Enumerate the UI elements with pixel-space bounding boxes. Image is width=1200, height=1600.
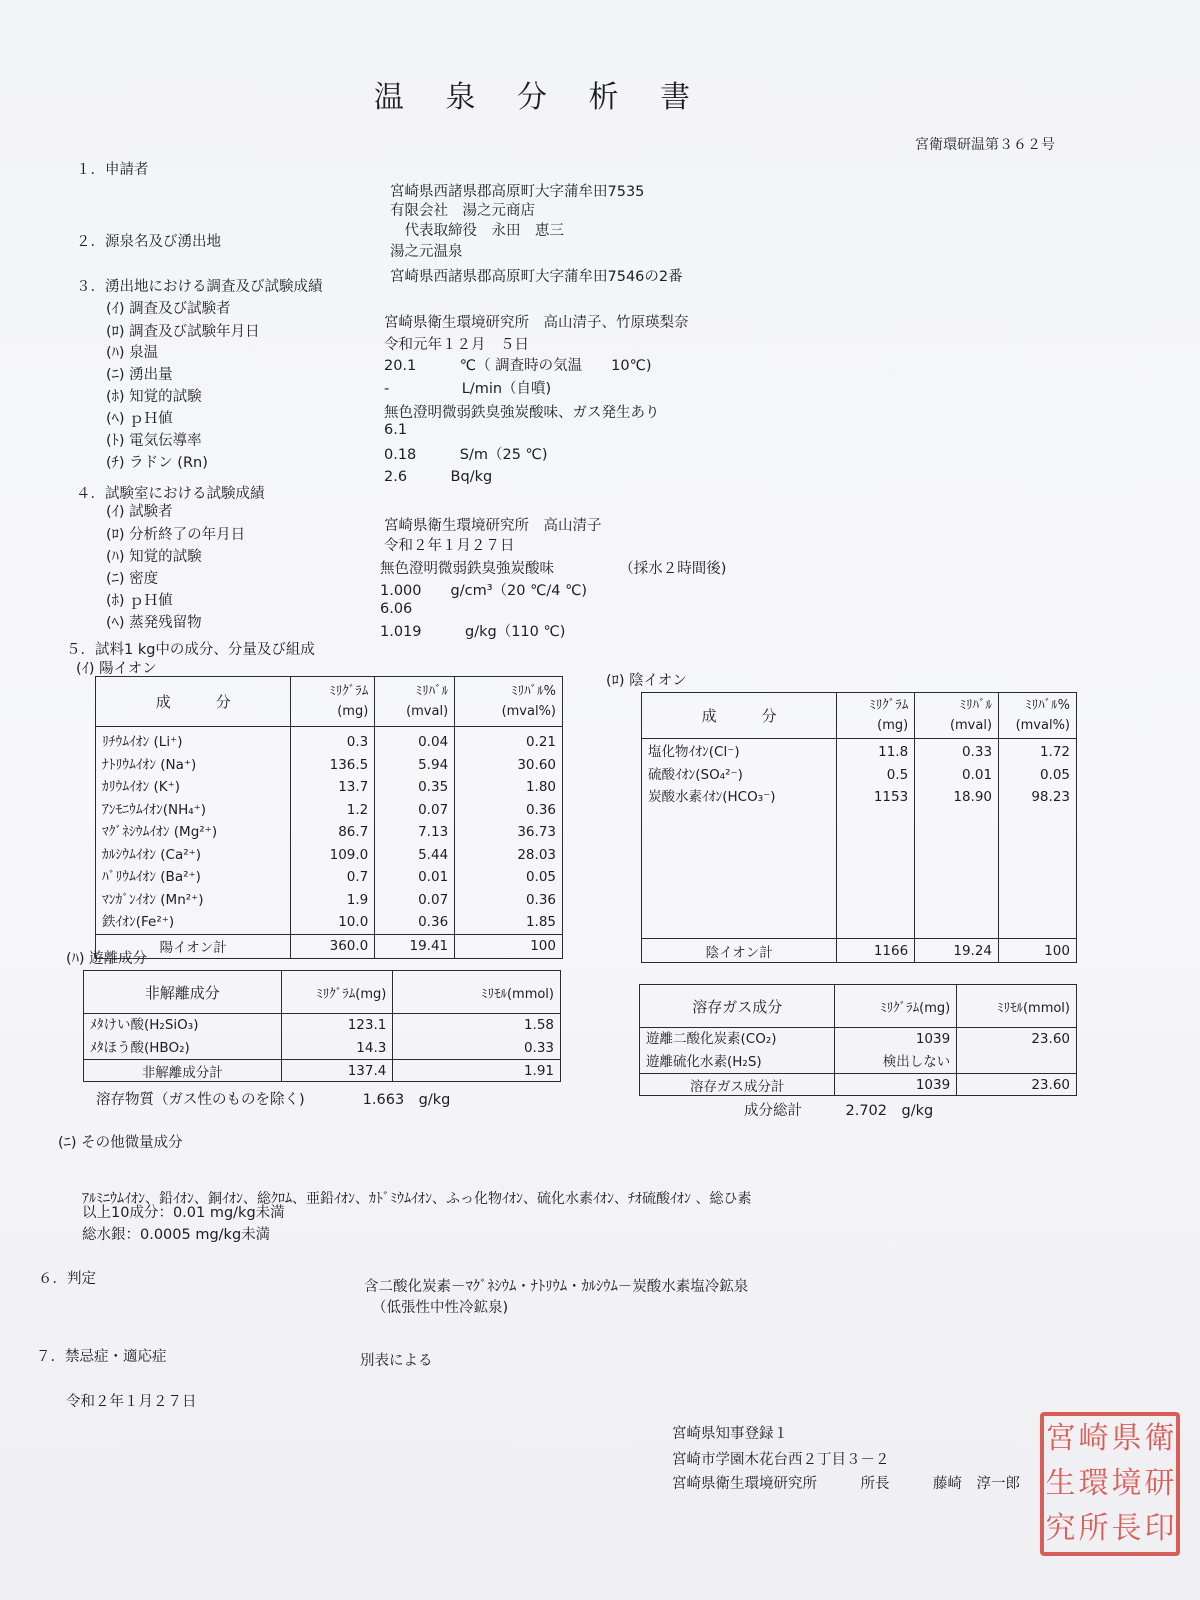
gas-mmol-column — [957, 1028, 1077, 1074]
sec4-item-value: 1.000 g/cm³（20 ℃/4 ℃) — [380, 583, 588, 599]
sec4-item-value: 1.019 g/kg（110 ℃) — [380, 624, 566, 640]
table-cell: 非解離成分計 — [84, 1060, 282, 1082]
anion-name-column — [642, 739, 837, 939]
header-cell: 非解離成分 — [84, 971, 282, 1014]
table-cell: 1.9 — [346, 891, 369, 908]
sec4-item-key: (ﾎ) ｐＨ値 — [106, 593, 173, 609]
trace-line: 総水銀：0.0005 mg/kg未満 — [82, 1227, 271, 1243]
issuer-line: 宮崎県知事登録１ — [672, 1426, 788, 1442]
free-name-column — [84, 1014, 282, 1060]
sec5-label: ５．試料1 kg中の成分、分量及び組成 — [66, 642, 315, 658]
table-cell: 1039 — [915, 1031, 951, 1047]
dissolved-matter: 溶存物質（ガス性のものを除く) 1.663 g/kg — [96, 1092, 451, 1108]
sec1-line: 代表取締役 永田 恵三 — [390, 223, 564, 239]
table-cell: 0.5 — [886, 766, 909, 783]
sec1-line: 宮崎県西諸県郡高原町大字蒲牟田7535 — [390, 184, 645, 200]
table-cell: ﾅﾄﾘｳﾑｲｵﾝ (Na⁺) — [102, 756, 197, 773]
table-cell: ﾘﾁｳﾑｲｵﾝ (Li⁺) — [102, 734, 183, 750]
free-table — [83, 970, 561, 1082]
document-title: 温 泉 分 析 書 — [373, 80, 707, 115]
table-cell — [963, 1051, 1070, 1074]
table-cell: 鉄ｲｵﾝ(Fe²⁺) — [102, 914, 175, 930]
sec3-item-value: 令和元年１２月 ５日 — [384, 337, 529, 353]
table-cell: 11.8 — [878, 744, 909, 760]
cation-label: (ｲ) 陽イオン — [76, 661, 157, 677]
sec7-value: 別表による — [360, 1353, 433, 1369]
table-cell: 360.0 — [291, 934, 375, 958]
table-cell: ｶﾙｼｳﾑｲｵﾝ (Ca²⁺) — [102, 846, 202, 863]
cation-mvalpct-column — [455, 727, 563, 935]
table-cell: 1.85 — [525, 914, 556, 930]
header-cell: ﾐﾘｸﾞﾗﾑ (mg) — [837, 693, 915, 739]
anion-mvalpct-column — [999, 739, 1077, 939]
sec3-item-value: - L/min（自噴) — [384, 381, 552, 397]
seal-glyph: 宮 — [1045, 1420, 1076, 1456]
anion-table — [641, 692, 1077, 963]
anion-mval-column — [915, 739, 999, 939]
table-cell: 1.72 — [1039, 744, 1070, 760]
table-cell: 0.35 — [418, 779, 449, 795]
free-label: (ﾊ) 遊離成分 — [66, 951, 148, 967]
table-cell: 18.90 — [953, 789, 993, 805]
table-cell: 1039 — [835, 1074, 957, 1096]
header-cell: ﾐﾘﾓﾙ(mmol) — [393, 971, 561, 1014]
sec3-label: ３．湧出地における調査及び試験成績 — [76, 279, 323, 295]
header-cell: ﾐﾘｸﾞﾗﾑ(mg) — [281, 971, 393, 1014]
free-mmol-column — [393, 1014, 561, 1060]
table-cell: 0.05 — [1039, 766, 1070, 783]
table-cell: ｱﾝﾓﾆｳﾑｲｵﾝ(NH₄⁺) — [102, 801, 207, 818]
table-cell: 1166 — [837, 939, 915, 963]
cation-mg-column — [291, 727, 375, 935]
sec2-line: 宮崎県西諸県郡高原町大字蒲牟田7546の2番 — [390, 269, 683, 285]
cation-mval-column — [375, 727, 455, 935]
sec2-label: ２．源泉名及び湧出地 — [76, 234, 221, 250]
table-cell: 塩化物ｲｵﾝ(Cl⁻) — [648, 744, 740, 760]
header-cell: ﾐﾘﾊﾞﾙ% (mval%) — [455, 677, 563, 727]
table-cell: 109.0 — [329, 846, 369, 863]
official-seal — [1040, 1412, 1180, 1556]
table-cell: 硫酸ｲｵﾝ(SO₄²⁻) — [648, 766, 743, 783]
table-cell: 137.4 — [281, 1060, 393, 1082]
seal-glyph: 研 — [1144, 1465, 1175, 1501]
sec4-item-key: (ﾊ) 知覚的試験 — [106, 549, 202, 565]
table-cell: 136.5 — [329, 756, 369, 773]
sec3-item-key: (ﾁ) ラドン (Rn) — [106, 455, 208, 471]
table-cell: 13.7 — [338, 779, 369, 795]
trace-line: 以上10成分：0.01 mg/kg未満 — [82, 1205, 285, 1221]
table-cell: 0.3 — [346, 734, 369, 750]
table-cell: 19.41 — [375, 934, 455, 958]
sec1-line: 有限会社 湯之元商店 — [390, 203, 535, 219]
table-cell: ﾏｸﾞﾈｼｳﾑｲｵﾝ (Mg²⁺) — [102, 824, 218, 840]
table-cell: 28.03 — [517, 846, 556, 863]
total-components: 成分総計 2.702 g/kg — [744, 1103, 934, 1119]
sec3-item-value: 無色澄明微弱鉄臭強炭酸味、ガス発生あり — [384, 405, 660, 421]
sec3-item-value: 6.1 — [384, 422, 408, 438]
seal-glyph: 究 — [1045, 1511, 1076, 1547]
table-cell: 1.58 — [523, 1017, 554, 1033]
sec3-item-key: (ﾍ) ｐＨ値 — [106, 411, 173, 427]
cation-table — [95, 676, 563, 959]
sec4-item-value: 令和２年１月２７日 — [384, 538, 515, 554]
seal-glyph: 境 — [1111, 1465, 1142, 1501]
table-cell: 溶存ガス成分計 — [640, 1074, 835, 1096]
table-cell: 陽イオン計 — [96, 934, 291, 958]
sec2-line: 湯之元温泉 — [390, 244, 463, 260]
table-cell: 7.13 — [418, 824, 449, 840]
seal-glyph: 生 — [1045, 1465, 1076, 1501]
sec4-item-value: 6.06 — [380, 601, 413, 617]
table-cell: 1.2 — [346, 801, 369, 818]
table-cell: 1153 — [873, 789, 909, 805]
seal-glyph: 衛 — [1144, 1420, 1175, 1456]
sec4-item-key: (ｲ) 試験者 — [106, 504, 173, 520]
table-cell: ﾊﾞﾘｳﾑｲｵﾝ (Ba²⁺) — [102, 869, 201, 885]
table-cell: 0.7 — [346, 869, 369, 885]
table-cell: 23.60 — [957, 1074, 1077, 1096]
header-cell: ﾐﾘﾊﾞﾙ (mval) — [375, 677, 455, 727]
table-cell: 遊離硫化水素(H₂S) — [646, 1053, 762, 1070]
table-cell: 30.60 — [517, 756, 556, 773]
free-total-row — [84, 1060, 561, 1082]
header-cell: ﾐﾘﾓﾙ(mmol) — [957, 985, 1077, 1028]
header-cell: ﾐﾘﾊﾞﾙ% (mval%) — [999, 693, 1077, 739]
table-cell: 14.3 — [356, 1039, 387, 1056]
seal-glyph: 所 — [1078, 1511, 1109, 1547]
sec4-label: ４．試験室における試験成績 — [76, 486, 265, 502]
seal-glyph: 長 — [1111, 1511, 1142, 1547]
header-cell: 溶存ガス成分 — [640, 985, 835, 1028]
sec3-item-value: 0.18 S/m（25 ℃) — [384, 447, 548, 463]
gas-table — [639, 984, 1077, 1096]
document-number: 宮衛環研温第３６２号 — [915, 137, 1055, 153]
table-cell: 0.33 — [523, 1039, 554, 1056]
issuer-line: 宮崎県衛生環境研究所 所長 藤崎 淳一郎 — [672, 1476, 1020, 1492]
issuer-line: 宮崎市学園木花台西２丁目３－２ — [672, 1452, 890, 1468]
sec3-item-key: (ﾄ) 電気伝導率 — [106, 433, 202, 449]
seal-glyph: 県 — [1111, 1420, 1142, 1456]
sec3-item-value: 20.1 ℃（ 調査時の気温 10℃) — [384, 358, 652, 374]
sec3-item-value: 宮崎県衛生環境研究所 高山清子、竹原瑛梨奈 — [384, 315, 689, 331]
table-cell: 0.36 — [525, 891, 556, 908]
table-cell: 123.1 — [347, 1017, 387, 1033]
table-cell: 100 — [999, 939, 1077, 963]
issue-date: 令和２年１月２７日 — [66, 1394, 197, 1410]
cation-total-row — [96, 934, 563, 958]
header-cell: ﾐﾘﾊﾞﾙ (mval) — [915, 693, 999, 739]
table-cell: ﾒﾀほう酸(HBO₂) — [90, 1039, 190, 1056]
table-cell: 0.36 — [525, 801, 556, 818]
sec4-item-value: 宮崎県衛生環境研究所 高山清子 — [384, 518, 602, 534]
seal-glyph: 印 — [1144, 1511, 1175, 1547]
table-cell: 98.23 — [1031, 789, 1070, 805]
table-cell: 5.94 — [418, 756, 449, 773]
sec4-item-key: (ﾛ) 分析終了の年月日 — [106, 527, 246, 543]
gas-total-row — [640, 1074, 1077, 1096]
trace-line: ｱﾙﾐﾆｳﾑｲｵﾝ、鉛ｲｵﾝ、銅ｲｵﾝ、総ｸﾛﾑ、亜鉛ｲｵﾝ、ｶﾄﾞﾐｳﾑｲｵﾝ、ふっ化物ｲｵﾝ、硫化水素ｲｵﾝ、ﾁｵ硫酸ｲｵﾝ 、総ひ素 — [82, 1191, 752, 1207]
table-cell: 23.60 — [1031, 1031, 1070, 1047]
sec3-item-key: (ｲ) 調査及び試験者 — [106, 301, 231, 317]
sec4-item-value: 無色澄明微弱鉄臭強炭酸味 （採水２時間後) — [380, 561, 727, 577]
table-cell: 0.07 — [418, 891, 449, 908]
free-mg-column — [281, 1014, 393, 1060]
table-cell: 0.01 — [418, 869, 449, 885]
seal-glyph: 環 — [1078, 1465, 1109, 1501]
table-cell: ｶﾘｳﾑｲｵﾝ (K⁺) — [102, 779, 181, 795]
sec3-item-key: (ﾛ) 調査及び試験年月日 — [106, 324, 260, 340]
anion-mg-column — [837, 739, 915, 939]
sec6-line: （低張性中性冷鉱泉) — [372, 1300, 509, 1316]
header-cell: ﾐﾘｸﾞﾗﾑ(mg) — [835, 985, 957, 1028]
table-cell: 炭酸水素ｲｵﾝ(HCO₃⁻) — [648, 789, 776, 805]
table-cell: 0.01 — [961, 766, 993, 783]
table-cell: 陰イオン計 — [642, 939, 837, 963]
table-cell: 0.21 — [525, 734, 556, 750]
anion-total-row — [642, 939, 1077, 963]
table-cell: 0.04 — [418, 734, 449, 750]
sec3-item-key: (ﾆ) 湧出量 — [106, 367, 173, 383]
anion-label: (ﾛ) 陰イオン — [606, 673, 687, 689]
table-cell: 0.36 — [418, 914, 449, 930]
table-cell: 36.73 — [517, 824, 556, 840]
header-cell: 成 分 — [96, 677, 291, 727]
table-cell: 10.0 — [338, 914, 369, 930]
table-cell: 0.33 — [961, 744, 993, 760]
table-cell: 1.80 — [525, 779, 556, 795]
sec4-item-key: (ﾆ) 密度 — [106, 571, 159, 587]
cation-name-column — [96, 727, 291, 935]
sec6-label: ６．判定 — [38, 1271, 96, 1287]
gas-mg-column — [835, 1028, 957, 1074]
header-cell: ﾐﾘｸﾞﾗﾑ (mg) — [291, 677, 375, 727]
seal-glyph: 崎 — [1078, 1420, 1109, 1456]
gas-name-column — [640, 1028, 835, 1074]
table-cell: 100 — [455, 934, 563, 958]
table-cell: 19.24 — [915, 939, 999, 963]
sec1-label: １．申請者 — [76, 162, 149, 178]
sec3-item-key: (ﾊ) 泉温 — [106, 345, 159, 361]
sec6-line: 含二酸化炭素－ﾏｸﾞﾈｼｳﾑ・ﾅﾄﾘｳﾑ・ｶﾙｼｳﾑ－炭酸水素塩冷鉱泉 — [364, 1279, 749, 1295]
trace-label: (ﾆ) その他微量成分 — [58, 1135, 183, 1151]
header-cell: 成 分 — [642, 693, 837, 739]
table-cell: 0.05 — [525, 869, 556, 885]
sec7-label: ７．禁忌症・適応症 — [36, 1349, 167, 1365]
sec3-item-value: 2.6 Bq/kg — [384, 469, 493, 485]
table-cell: 5.44 — [418, 846, 449, 863]
table-cell: ﾏﾝｶﾞﾝｲｵﾝ (Mn²⁺) — [102, 891, 204, 908]
table-cell: 検出しない — [882, 1053, 951, 1070]
sec3-item-key: (ﾎ) 知覚的試験 — [106, 389, 202, 405]
table-cell: ﾒﾀけい酸(H₂SiO₃) — [90, 1017, 199, 1033]
table-cell: 0.07 — [418, 801, 449, 818]
table-cell: 86.7 — [338, 824, 369, 840]
sec4-item-key: (ﾍ) 蒸発残留物 — [106, 615, 202, 631]
table-cell: 遊離二酸化炭素(CO₂) — [646, 1031, 777, 1047]
table-cell: 1.91 — [393, 1060, 561, 1082]
